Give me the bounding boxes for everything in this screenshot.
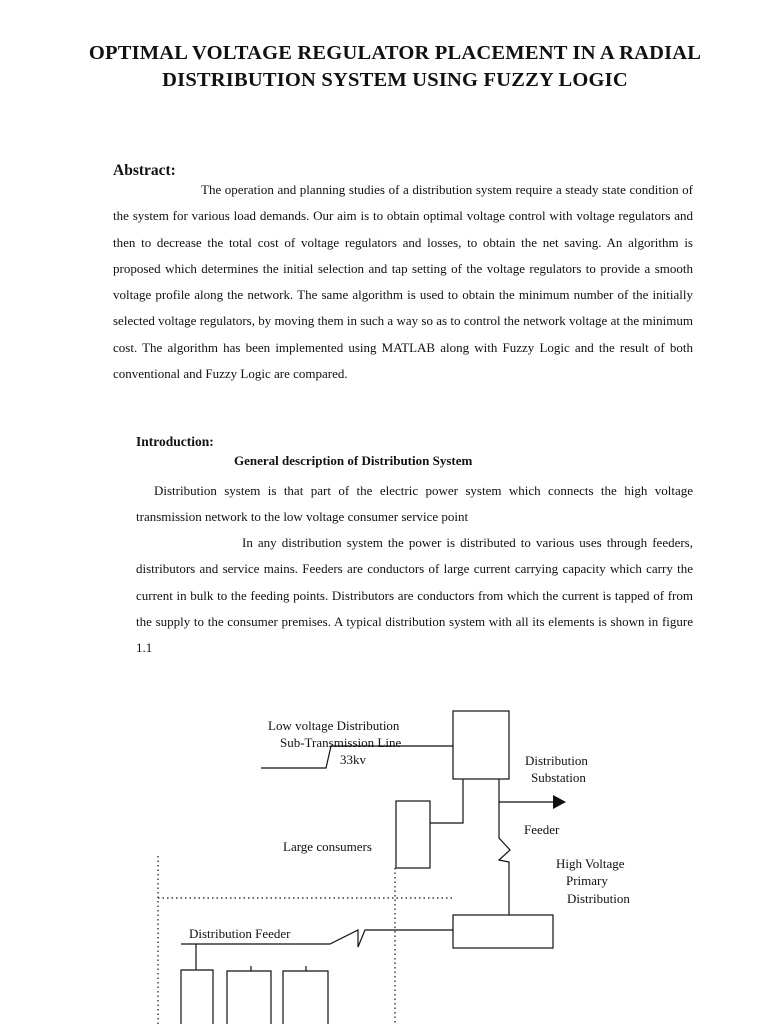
label-primary: Primary [566, 873, 608, 888]
label-distribution-feeder: Distribution Feeder [189, 926, 291, 941]
label-feeder: Feeder [524, 822, 560, 837]
label-substation: Substation [531, 770, 586, 785]
abstract-text: The operation and planning studies of a distribution system require a steady state condition of the system for various load demands. Our aim is to obtain optimal voltage control with voltage regulators and then to decrease the total cost of voltage regulators and losses, to obtain the net saving. An algorithm is proposed which determines the initial selection and tap setting of the voltage regulators to provide a smooth voltage profile along the network. The same algorithm is used to obtain the minimum number of the initially selected voltage regulators, by moving them in such a way so as to control the network voltage at the minimum cost. The algorithm has been implemented using MATLAB along with Fuzzy Logic and the result of both conventional and Fuzzy Logic are compared. [113, 182, 693, 382]
abstract-heading: Abstract: [113, 162, 176, 179]
consumer-box-2 [227, 971, 271, 1024]
label-distribution: Distribution [525, 753, 588, 768]
primary-distribution-box [453, 915, 553, 948]
label-high-voltage: High Voltage [556, 856, 625, 871]
substation-box [453, 711, 509, 779]
intro-paragraph-2-text: In any distribution system the power is distributed to various uses through feeders, distributors and service mains. Feeders are conductors of large current carrying capacity which carry the current in bulk to the feeding points. Distributors are conductors from which the current is tapped of from the supply to the consumer premises. A typical distribution system with all its elements is shown in figure 1.1 [136, 535, 693, 656]
arrow-head [553, 795, 566, 809]
intro-paragraph-1-text: Distribution system is that part of the electric power system which connects the high voltage transmission network to the low voltage consumer service point [136, 483, 693, 525]
paper-title: OPTIMAL VOLTAGE REGULATOR PLACEMENT IN A RADIAL DISTRIBUTION SYSTEM USING FUZZY LOGIC [88, 42, 702, 91]
label-33kv: 33kv [340, 752, 366, 767]
label-large-consumers: Large consumers [283, 839, 372, 854]
label-primary-distribution: Distribution [567, 891, 630, 906]
feeder-line [499, 779, 510, 915]
introduction-heading: Introduction: [136, 434, 214, 449]
large-consumer-box [396, 801, 430, 868]
consumer-box-1 [181, 970, 213, 1024]
large-consumer-connection [430, 779, 463, 823]
label-sub-transmission: Sub-Transmission Line [280, 735, 402, 750]
consumer-box-3 [283, 971, 328, 1024]
label-low-voltage: Low voltage Distribution [268, 718, 400, 733]
section-heading: General description of Distribution System [234, 453, 473, 468]
